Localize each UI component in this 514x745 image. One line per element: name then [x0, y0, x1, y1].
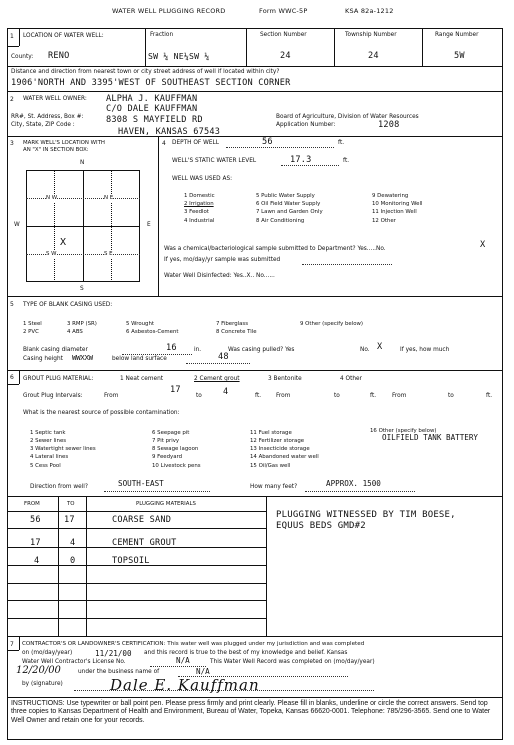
interval-to-value: 4 — [223, 387, 229, 397]
use-domestic: 1 Domestic — [184, 193, 215, 199]
used-as-label: WELL WAS USED AS: — [172, 176, 233, 182]
diameter-label: Blank casing diameter — [23, 347, 88, 353]
diameter-value: 16 — [166, 343, 177, 353]
casing-height-label: Casing height — [23, 356, 63, 362]
contam-abandoned: 14 Abandoned water well — [250, 454, 319, 460]
row-2-from: 17 — [30, 538, 41, 548]
static-level-label: WELL'S STATIC WATER LEVEL — [172, 158, 257, 164]
record-completed-label: This Water Well Record was completed on (mo/day/year) — [210, 659, 375, 665]
grout-label: GROUT PLUG MATERIAL: — [23, 376, 94, 382]
use-public-water: 5 Public Water Supply — [256, 193, 315, 199]
depth-ft: ft. — [338, 140, 345, 146]
pulled-label: Was casing pulled? Yes — [228, 347, 295, 353]
casing-rmp: 3 RMP (SR) — [67, 321, 97, 327]
pulled-mark: X — [377, 342, 383, 352]
use-air-conditioning: 8 Air Conditioning — [256, 218, 305, 224]
map-north: N — [80, 160, 85, 166]
contamination-label: What is the nearest source of possible contamination: — [23, 410, 180, 416]
certification-line-1: CONTRACTOR'S OR LANDOWNER'S CERTIFICATION: This water well was plugged under my jurisdiction and was completed — [22, 641, 365, 647]
use-lawn-garden: 7 Lawn and Garden Only — [256, 209, 323, 215]
business-label: under the business name of — [78, 669, 160, 675]
casing-steel: 1 Steel — [23, 321, 42, 327]
business-name: N/A — [196, 667, 210, 676]
contam-other-label: 16 Other (specify below) — [370, 428, 437, 434]
record-date: 12/20/00 — [16, 665, 61, 676]
section-4-number: 4 — [162, 140, 166, 147]
license-number: N/A — [176, 656, 190, 665]
use-irrigation: 2 Irrigation — [184, 201, 214, 207]
owner-name-2: C/O DALE KAUFFMAN — [106, 104, 198, 114]
below-surface-label: below land surface — [112, 356, 167, 362]
use-injection: 11 Injection Well — [372, 209, 417, 215]
casing-abs: 4 ABS — [67, 329, 83, 335]
map-label-1: MARK WELL'S LOCATION WITH — [23, 140, 105, 146]
contam-fertilizer: 12 Fertilizer storage — [250, 438, 305, 444]
grout-other: 4 Other — [340, 376, 362, 382]
contam-livestock: 10 Livestock pens — [152, 463, 201, 469]
static-ft: ft. — [343, 158, 350, 164]
form-number: Form WWC-5P — [259, 7, 308, 15]
row-1-from: 56 — [30, 515, 41, 525]
contam-cesspool: 5 Cess Pool — [30, 463, 61, 469]
row-2-to: 4 — [70, 538, 76, 548]
how-many-feet-value: APPROX. 1500 — [326, 479, 381, 488]
signature: Dale E. Kauffman — [110, 676, 260, 694]
below-surface-value: 48 — [218, 352, 229, 362]
static-level-value: 17.3 — [290, 155, 312, 165]
section-1-number: 1 — [10, 33, 14, 40]
contam-insecticide: 13 Insecticide storage — [250, 446, 310, 452]
range-label: Range Number — [435, 32, 479, 38]
certification-date-label: on (mo/day/year) — [22, 650, 73, 656]
contam-oil-gas: 15 Oil/Gas well — [250, 463, 291, 469]
owner-city: HAVEN, KANSAS 67543 — [118, 127, 221, 137]
casing-pvc: 2 PVC — [23, 329, 39, 335]
casing-asbestos: 6 Asbestos-Cement — [126, 329, 179, 335]
row-3-to: 0 — [70, 556, 76, 566]
township-value: 24 — [368, 51, 379, 61]
distance-label: Distance and direction from nearest town or city street address of well if located within city? — [11, 69, 280, 75]
col-plugging-materials: PLUGGING MATERIALS — [136, 501, 196, 507]
how-many-feet-label: How many feet? — [250, 484, 298, 490]
depth-label: DEPTH OF WELL — [172, 140, 219, 146]
range-value: 5W — [454, 51, 465, 61]
fraction-value: SW ¼ NE¼SW ¼ — [148, 51, 210, 61]
board-label: Board of Agriculture, Division of Water Resources — [276, 114, 419, 120]
map-label-2: AN "X" IN SECTION BOX: — [23, 147, 89, 153]
map-nw: N W — [46, 195, 58, 201]
fraction-label: Fraction — [150, 32, 174, 38]
application-number: 1208 — [378, 120, 400, 130]
contam-sewer: 2 Sewer lines — [30, 438, 67, 444]
contam-lateral: 4 Lateral lines — [30, 454, 69, 460]
map-south: S — [80, 286, 84, 292]
map-ne: N E — [104, 195, 114, 201]
location-label: LOCATION OF WATER WELL: — [23, 33, 104, 39]
owner-address: 8308 S MAYFIELD RD — [106, 115, 203, 125]
application-label: Application Number: — [276, 122, 336, 128]
direction-label: Direction from well? — [30, 484, 88, 490]
interval-from-value: 17 — [170, 385, 181, 395]
sample-date-label: If yes, mo/day/yr sample was submitted — [164, 257, 281, 263]
casing-concrete: 8 Concrete Tile — [216, 329, 257, 335]
map-west: W — [14, 222, 20, 228]
witness-line-2: EQUUS BEDS GMD#2 — [276, 521, 366, 531]
grout-cement-grout: 2 Cement grout — [194, 376, 240, 382]
use-dewatering: 9 Dewatering — [372, 193, 409, 199]
section-6-number: 6 — [10, 374, 14, 381]
contam-seepage: 6 Seepage pit — [152, 430, 190, 436]
casing-title: TYPE OF BLANK CASING USED: — [23, 302, 113, 308]
section-5-number: 5 — [10, 301, 14, 308]
casing-wrought: 5 Wrought — [126, 321, 154, 327]
license-label: Water Well Contractor's License No. — [22, 659, 126, 665]
casing-fiberglass: 7 Fiberglass — [216, 321, 249, 327]
contam-septic: 1 Septic tank — [30, 430, 66, 436]
intervals-label: Grout Plug Intervals: — [23, 393, 83, 399]
map-east: E — [147, 222, 151, 228]
chem-sample-mark: X — [480, 240, 486, 250]
use-industrial: 4 Industrial — [184, 218, 215, 224]
use-other: 12 Other — [372, 218, 396, 224]
witness-line-1: PLUGGING WITNESSED BY TIM BOESE, — [276, 510, 456, 520]
form-frame — [7, 28, 503, 740]
disinfected-label: Water Well Disinfected: Yes..X.. No...... — [164, 273, 275, 279]
county-label: County: — [11, 54, 34, 60]
contam-fuel: 11 Fuel storage — [250, 430, 292, 436]
map-sw: S W — [46, 251, 57, 257]
contam-other-value: OILFIELD TANK BATTERY — [382, 433, 479, 442]
casing-other: 9 Other (specify below) — [300, 321, 364, 327]
map-se: S E — [104, 251, 113, 257]
completion-date: 11/21/00 — [95, 649, 132, 658]
section-2-number: 2 — [10, 96, 14, 103]
pulled-no-label: No. — [360, 347, 370, 353]
well-location-mark: X — [60, 237, 67, 248]
form-title: WATER WELL PLUGGING RECORD — [112, 7, 226, 15]
grout-bentonite: 3 Bentonite — [268, 376, 302, 382]
ksa-reference: KSA 82a-1212 — [345, 7, 394, 15]
owner-name-1: ALPHA J. KAUFFMAN — [106, 94, 198, 104]
col-to: TO — [67, 501, 75, 507]
row-3-from: 4 — [34, 556, 40, 566]
contam-watertight: 3 Watertight sewer lines — [30, 446, 96, 452]
city-label: City, State, ZIP Code : — [11, 122, 75, 128]
contam-lagoon: 8 Sewage lagoon — [152, 446, 199, 452]
section-number-value: 24 — [280, 51, 291, 61]
owner-label: WATER WELL OWNER: — [23, 96, 87, 102]
contam-privy: 7 Pit privy — [152, 438, 180, 444]
diameter-in: in. — [194, 347, 202, 353]
distance-value: 1906'NORTH AND 3395'WEST OF SOUTHEAST SECTION CORNER — [11, 78, 291, 88]
depth-value: 56 — [262, 137, 273, 147]
col-from: FROM — [24, 501, 40, 507]
how-much-label: If yes, how much — [400, 347, 450, 353]
row-1-to: 17 — [64, 515, 75, 525]
row-3-material: TOPSOIL — [112, 556, 150, 566]
use-feedlot: 3 Feedlot — [184, 209, 209, 215]
contam-feedyard: 9 Feedyard — [152, 454, 183, 460]
address-label: RR#, St. Address, Box #: — [11, 114, 84, 120]
chem-sample-label: Was a chemical/bacteriological sample submitted to Department? Yes.....No. — [164, 246, 386, 252]
grout-neat-cement: 1 Neat cement — [120, 376, 164, 382]
county-value: RENO — [48, 51, 70, 61]
use-oil-field: 6 Oil Field Water Supply — [256, 201, 321, 207]
section-3-number: 3 — [10, 140, 14, 147]
section-number-label: Section Number — [260, 32, 307, 38]
certification-line-2: and this record is true to the best of my knowledge and belief. Kansas — [144, 650, 348, 656]
row-1-material: COARSE SAND — [112, 515, 172, 525]
row-2-material: CEMENT GROUT — [112, 538, 177, 548]
direction-value: SOUTH-EAST — [118, 479, 164, 488]
instructions: INSTRUCTIONS: Use typewriter or ball point pen. Please press firmly and print clearly. Please fill in blanks, underline or circle the correct answers. Send top three copies to Kansas Department of Health and Environment, Bureau of Water, Topeka, Kansas 66620-0001. Telephone: 785/296-3565. Send one to Water Well Owner and retain one for your records. — [11, 700, 491, 724]
township-label: Township Number — [345, 32, 397, 38]
signature-label: by (signature) — [22, 681, 63, 687]
section-7-number: 7 — [10, 641, 14, 648]
use-monitoring: 10 Monitoring Well — [372, 201, 423, 207]
